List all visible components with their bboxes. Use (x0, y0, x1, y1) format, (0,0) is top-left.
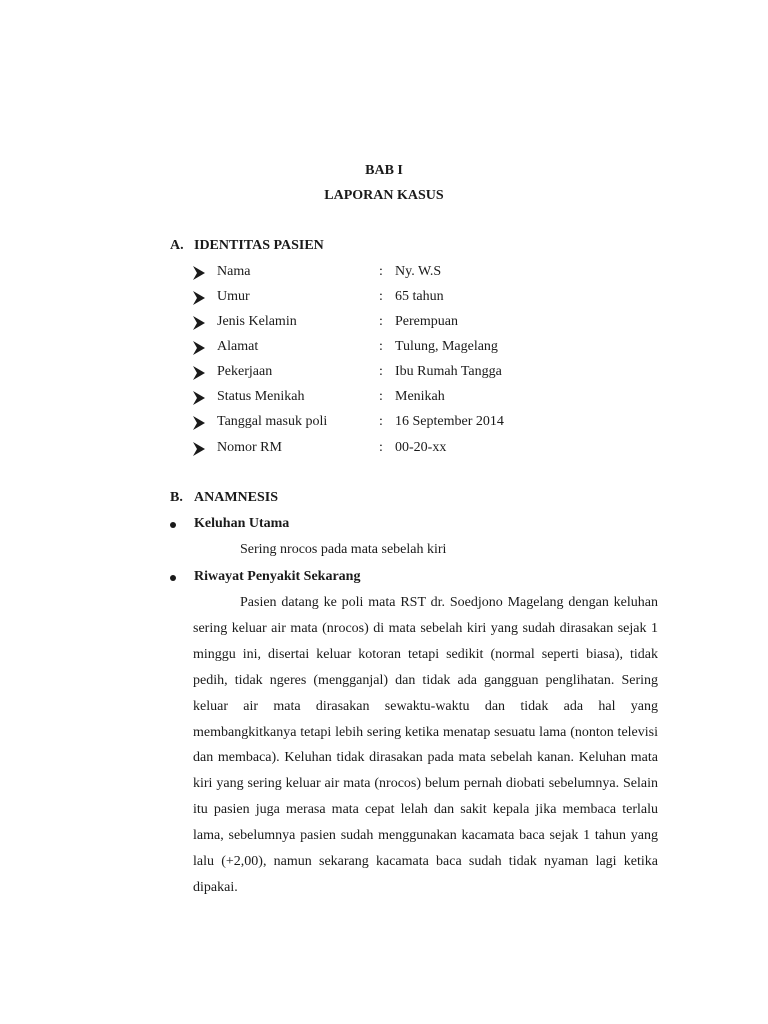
identity-row-nomor-rm (193, 440, 613, 460)
arrow-bullet-icon (193, 391, 205, 405)
riwayat-title: Riwayat Penyakit Sekarang (194, 569, 361, 584)
identity-row-jenis-kelamin (193, 314, 613, 334)
keluhan-utama-title: Keluhan Utama (194, 516, 290, 531)
identity-value: Perempuan (395, 314, 458, 329)
arrow-bullet-icon (193, 442, 205, 456)
section-a-heading (170, 238, 324, 254)
identity-colon: : (379, 264, 383, 279)
identity-colon: : (379, 440, 383, 455)
arrow-bullet-icon (193, 416, 205, 430)
arrow-bullet-icon (193, 291, 205, 305)
identity-colon: : (379, 414, 383, 429)
identity-value: 00-20-xx (395, 440, 447, 455)
identity-label: Umur (217, 289, 250, 304)
identity-value: Ny. W.S (395, 264, 442, 279)
section-b-letter: B. (170, 490, 183, 505)
identity-label: Pekerjaan (217, 364, 273, 379)
arrow-bullet-icon (193, 366, 205, 380)
arrow-bullet-icon (193, 341, 205, 355)
identity-colon: : (379, 364, 383, 379)
identity-label: Jenis Kelamin (217, 314, 297, 329)
bullet-dot-icon (170, 522, 176, 528)
identity-value: Menikah (395, 389, 445, 404)
identity-value: Tulung, Magelang (395, 339, 498, 354)
identity-value: 16 September 2014 (395, 414, 504, 429)
section-a-title: IDENTITAS PASIEN (194, 238, 324, 253)
identity-colon: : (379, 389, 383, 404)
bullet-dot-icon (170, 575, 176, 581)
identity-row-pekerjaan (193, 364, 613, 384)
identity-label: Tanggal masuk poli (217, 414, 328, 429)
identity-label: Alamat (217, 339, 259, 354)
identity-row-alamat (193, 339, 613, 359)
identity-row-status-menikah (193, 389, 613, 409)
identity-colon: : (379, 314, 383, 329)
identity-value: Ibu Rumah Tangga (395, 364, 502, 379)
arrow-bullet-icon (193, 266, 205, 280)
identity-label: Status Menikah (217, 389, 305, 404)
identity-colon: : (379, 289, 383, 304)
riwayat-paragraph: Pasien datang ke poli mata RST dr. Soedjono Magelang dengan keluhan sering keluar air mata (nrocos) di mata sebelah kiri yang sudah dirasakan sejak 1 minggu ini, disertai keluar kotoran tetapi sedikit (normal seperti biasa), tidak pedih, tidak ngeres (mengganjal) dan tidak ada gangguan penglihatan. Sering keluar air mata dirasakan sewaktu-waktu dan tidak ada hal yang membangkitkanya tetapi lebih sering ketika menatap sesuatu lama (nonton televisi dan membaca). Keluhan tidak dirasakan pada mata sebelah kanan. Keluhan mata kiri yang sering keluar air mata (nrocos) belum pernah diobati sebelumnya. Selain itu pasien juga merasa mata cepat lelah dan sakit kepala jika membaca terlalu lama, sebelumnya pasien sudah menggunakan kacamata baca sejak 1 tahun yang lalu (+2,00), namun sekarang kacamata baca sudah tidak nyaman lagi ketika dipakai. (193, 595, 658, 895)
identity-row-tanggal-masuk (193, 414, 613, 434)
chapter-title: BAB I (365, 163, 403, 178)
section-b-title: ANAMNESIS (194, 490, 279, 505)
identity-label: Nama (217, 264, 251, 279)
identity-label: Nomor RM (217, 440, 282, 455)
section-b-heading (170, 490, 278, 506)
identity-colon: : (379, 339, 383, 354)
identity-value: 65 tahun (395, 289, 444, 304)
arrow-bullet-icon (193, 316, 205, 330)
identity-row-nama (193, 264, 613, 284)
section-a-letter: A. (170, 238, 184, 253)
keluhan-utama-text: Sering nrocos pada mata sebelah kiri (240, 542, 447, 557)
identity-row-umur (193, 289, 613, 309)
chapter-subtitle: LAPORAN KASUS (324, 188, 444, 203)
